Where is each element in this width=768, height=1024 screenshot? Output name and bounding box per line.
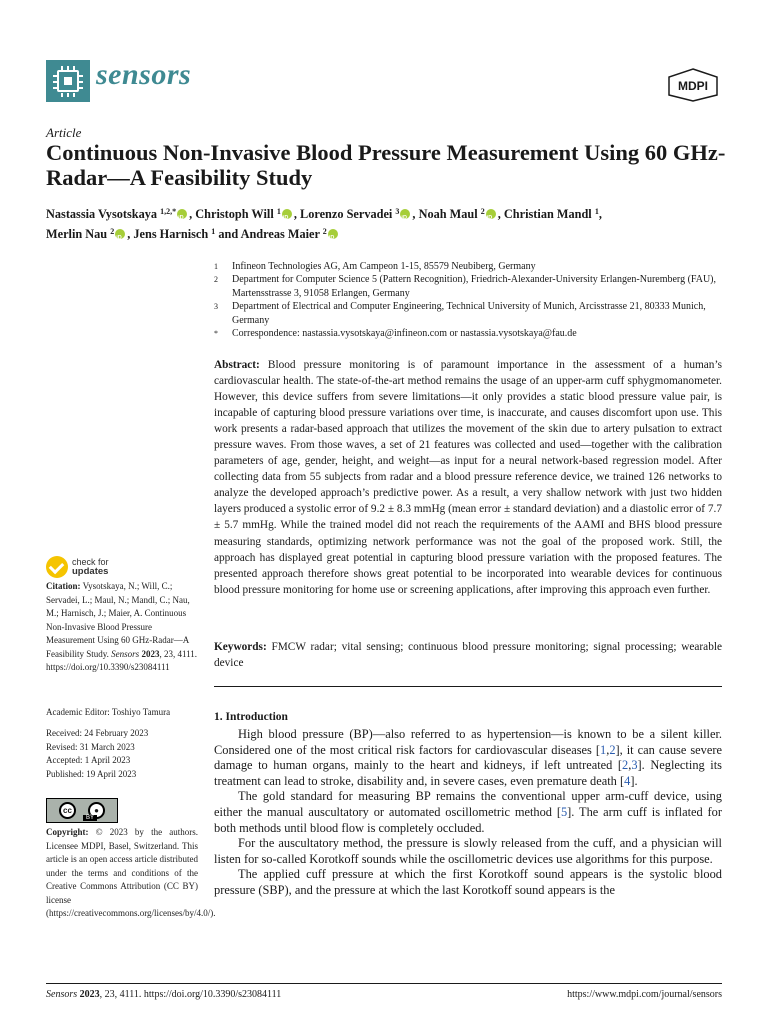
footer-divider: [46, 983, 722, 984]
paragraph-text: ,: [606, 742, 610, 757]
author-name[interactable]: Nastassia Vysotskaya: [46, 207, 158, 221]
affiliations: [214, 260, 734, 340]
cc-by-license-badge[interactable]: [46, 798, 118, 823]
updates-line2: updates: [72, 566, 109, 577]
keywords-label: Keywords:: [214, 641, 267, 653]
footer-citation: [46, 989, 281, 1000]
author-affiliation-mark: 1: [594, 207, 599, 216]
copyright-text: © 2023 by the authors. Licensee MDPI, Basel, Switzerland. This article is an open access article distributed under the terms and conditions of the Creative Commons Attribution (CC BY) license (https://creativecommons.org/licenses/by/4.0/).: [46, 827, 216, 918]
affiliation-text: Correspondence: nastassia.vysotskaya@infineon.com or nastassia.vysotskaya@fau.de: [232, 328, 577, 340]
checkmark-icon: [46, 556, 68, 578]
footer-journal: Sensors: [46, 989, 78, 1000]
affiliation-text: Department of Electrical and Computer Engineering, Technical University of Munich, Arcisstrasse 21, 80333 Munich, Germany: [232, 301, 706, 326]
author-affiliation-mark: 3: [395, 207, 400, 216]
affiliation-mark: 2: [214, 275, 218, 285]
author-separator: ,: [293, 207, 300, 221]
orcid-icon[interactable]: [282, 209, 292, 219]
journal-logo: [46, 60, 90, 102]
paragraph: [214, 867, 722, 898]
author-separator: ,: [127, 227, 134, 241]
section-divider: [214, 686, 722, 687]
paragraph-text: ]. Neglecting its treatment can lead to stroke, disability and, in severe cases, even premature death [: [214, 758, 722, 788]
author-separator: ,: [497, 207, 504, 221]
paragraph: [214, 836, 722, 867]
affiliation-mark: 3: [214, 302, 218, 312]
date-item: Received: 24 February 2023: [46, 728, 149, 738]
paragraph-text: High blood pressure (BP)—also referred to as hypertension—is known to be a silent killer. Considered one of the most critical risk factors for cardiovascular diseases [: [214, 727, 722, 757]
author-name[interactable]: Merlin Nau: [46, 227, 108, 241]
author-name[interactable]: Andreas Maier: [240, 227, 320, 241]
person-icon: ●: [88, 802, 105, 819]
author-affiliation-mark: 1: [211, 227, 216, 236]
author-affiliation-mark: 2: [110, 227, 115, 236]
abstract-label: Abstract:: [214, 359, 260, 371]
paragraph-text: For the auscultatory method, the pressure is slowly released from the cuff, and a physician will listen for so-called Korotkoff sounds while the oscillometric devices use algorithms for this purpose.: [214, 836, 722, 866]
footer-doi[interactable]: , 23, 4111. https://doi.org/10.3390/s23084111: [99, 989, 282, 1000]
keywords-text: FMCW radar; vital sensing; continuous blood pressure monitoring; signal processing; wearable device: [214, 641, 722, 669]
paragraph-text: ,: [628, 758, 632, 773]
date-item: Revised: 31 March 2023: [46, 741, 135, 752]
copyright-notice: [46, 826, 216, 921]
author-name[interactable]: Jens Harnisch: [133, 227, 209, 241]
affiliation-item: [214, 327, 734, 340]
affiliation-item: [214, 300, 734, 327]
author-separator: ,: [189, 207, 196, 221]
affiliation-mark: *: [214, 329, 218, 339]
author-affiliation-mark: 1,2,*: [160, 207, 177, 216]
check-for-updates-badge[interactable]: [46, 556, 109, 578]
author-name[interactable]: Christoph Will: [195, 207, 274, 221]
article-type: Article: [46, 125, 82, 140]
orcid-icon[interactable]: [486, 209, 496, 219]
orcid-icon[interactable]: [115, 229, 125, 239]
citation-link[interactable]: 1: [600, 742, 607, 757]
affiliation-item: [214, 273, 734, 300]
author-affiliation-mark: 2: [322, 227, 327, 236]
author-name[interactable]: Christian Mandl: [503, 207, 592, 221]
affiliation-mark: 1: [214, 262, 218, 271]
paragraph: [214, 727, 722, 789]
paragraph-text: ].: [630, 773, 638, 788]
author-separator: ,: [412, 207, 419, 221]
citation-label: Citation:: [46, 581, 81, 591]
affiliation-text: Infineon Technologies AG, Am Campeon 1-15, 85579 Neubiberg, Germany: [232, 261, 536, 272]
academic-editor: Academic Editor: Toshiyo Tamura: [46, 707, 171, 717]
author-name[interactable]: Noah Maul: [418, 207, 478, 221]
paragraph-text: ], it can cause severe damage to human organs, mainly to the heart and kidneys, if left untreated [: [214, 742, 722, 773]
copyright-label: Copyright:: [46, 827, 89, 837]
publication-dates: [46, 727, 198, 781]
paragraph-text: The gold standard for measuring BP remains the conventional upper arm-cuff device, using either the manual auscultatory or automated oscillometric method [: [214, 789, 722, 819]
article-title: Continuous Non-Invasive Blood Pressure Measurement Using 60 GHz-Radar—A Feasibility Study: [46, 140, 726, 190]
paragraph-text: ]. The arm cuff is inflated for both methods until blood flow is completely occluded.: [214, 804, 722, 835]
author-affiliation-mark: 1: [276, 207, 281, 216]
citation-link[interactable]: 3: [631, 758, 638, 773]
cc-by-label: BY: [83, 815, 97, 821]
author-name[interactable]: Lorenzo Servadei: [300, 207, 393, 221]
citation-block: [46, 580, 198, 675]
creative-commons-icon: cc: [59, 802, 76, 819]
citation-link[interactable]: 2: [609, 742, 616, 757]
paragraph: [214, 789, 722, 836]
date-item: Accepted: 1 April 2023: [46, 755, 131, 765]
orcid-icon[interactable]: [328, 229, 338, 239]
author-list: [46, 203, 736, 243]
date-item: Published: 19 April 2023: [46, 768, 137, 779]
author-affiliation-mark: 2: [480, 207, 485, 216]
citation-text: Vysotskaya, N.; Will, C.; Servadei, L.; Maul, N.; Mandl, C.; Nau, M.; Harnisch, J.; Maier, A. Continuous Non-Invasive Blood Pressure Measurement Using 60 GHz-Radar—A Feasibility Study.: [46, 581, 190, 659]
publisher-logo-text: MDPI: [678, 79, 708, 93]
updates-line1: check for: [72, 557, 109, 567]
keywords: [214, 639, 722, 671]
affiliation-text: Department for Computer Science 5 (Pattern Recognition), Friedrich-Alexander-University Erlangen-Nuremberg (FAU), Martensstrasse 3, 91058 Erlangen, Germany: [232, 274, 716, 299]
author-separator: and: [215, 227, 241, 241]
introduction-body: [214, 727, 722, 899]
publisher-logo[interactable]: [667, 68, 719, 102]
abstract-text: Blood pressure monitoring is of paramount importance in the assessment of a human’s cardiovascular health. The state-of-the-art method remains the usage of an upper-arm cuff sphygmomanometer. However, this device suffers from severe limitations—it only provides a static blood pressure value pair, is incapable of capturing blood pressure variations over time, is inaccurate, and causes discomfort upon use. This work presents a radar-based approach that utilizes the movement of the skin due to artery pulsation to extract pressure waves. From those waves, a set of 21 features was collected and used—together with the calibration parameters of age, gender, height, and weight—as input for a neural network-based regression model. After collecting data from 55 subjects from radar and a blood pressure reference device, we trained 126 networks to analyze the developed approach’s predictive power. As a result, a very shallow network with just two hidden layers produced a systolic error of 9.2 ± 8.3 mmHg (mean error ± standard deviation) and a diastolic error of 7.7 ± 5.7 mmHg. While the trained model did not reach the requirements of the AAMI and BHS blood pressure measuring standards, optimizing network performance was not the goal of the proposed work. Still, the approach has displayed great potential in capturing blood pressure variation with the proposed features. The presented approach therefore shows great potential to be incorporated into wearable devices for continuous blood pressure monitoring for home use or screening applications, after improving this approach even further.: [214, 359, 722, 596]
abstract: [214, 357, 722, 598]
affiliation-item: [214, 260, 734, 273]
author-separator: ,: [598, 207, 602, 221]
citation-link[interactable]: 5: [560, 804, 568, 819]
chip-icon: [57, 70, 79, 92]
citation-journal: Sensors: [111, 648, 140, 659]
orcid-icon[interactable]: [400, 209, 410, 219]
journal-name[interactable]: sensors: [96, 58, 192, 91]
citation-link[interactable]: 2: [622, 758, 629, 773]
paragraph-text: The applied cuff pressure at which the first Korotkoff sound appears is the systolic blood pressure (SBP), and the pressure at which the last Korotkoff sound appears is the: [214, 867, 722, 897]
orcid-icon[interactable]: [177, 209, 187, 219]
footer-year: 2023: [79, 989, 100, 1000]
citation-link[interactable]: 4: [624, 773, 631, 788]
section-heading-introduction: 1. Introduction: [214, 711, 288, 723]
citation-year: 2023: [141, 648, 160, 659]
citation-doi[interactable]: , 23, 4111. https://doi.org/10.3390/s23084111: [46, 648, 198, 672]
mdpi-logo-icon: [667, 68, 719, 102]
footer-journal-url[interactable]: https://www.mdpi.com/journal/sensors: [567, 989, 722, 1000]
